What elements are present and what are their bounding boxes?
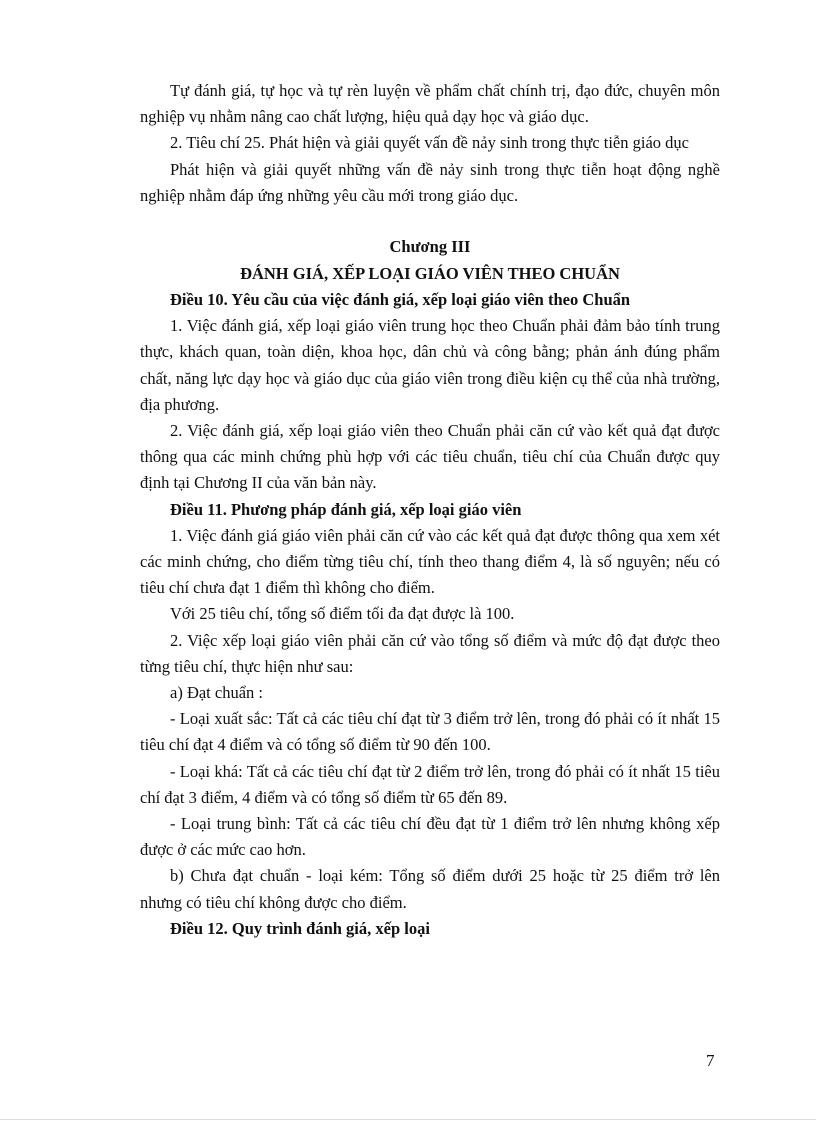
article-11-paragraph-7: - Loại trung bình: Tất cả các tiêu chí đều đạt từ 1 điểm trở lên nhưng không xếp được ở các mức cao hơn. xyxy=(140,814,720,860)
article-11-paragraph-2: Với 25 tiêu chí, tổng số điểm tối đa đạt được là 100. xyxy=(170,604,515,624)
chapter-title: ĐÁNH GIÁ, XẾP LOẠI GIÁO VIÊN THEO CHUẨN xyxy=(240,264,620,284)
paragraph-problem-solving: Phát hiện và giải quyết những vấn đề nảy sinh trong thực tiễn hoạt động nghề nghiệp nhằm đáp ứng những yêu cầu mới trong giáo dục. xyxy=(140,159,720,205)
paragraph-self-assessment: Tự đánh giá, tự học và tự rèn luyện về phẩm chất chính trị, đạo đức, chuyên môn nghiệp vụ nhằm nâng cao chất lượng, hiệu quả dạy học và giáo dục. xyxy=(140,81,720,127)
article-10-paragraph-2: 2. Việc đánh giá, xếp loại giáo viên theo Chuẩn phải căn cứ vào kết quả đạt được thông qua các minh chứng phù hợp với các tiêu chuẩn, tiêu chí của Chuẩn được quy định tại Chương II của văn bản này. xyxy=(140,421,720,493)
paragraph-criterion-25: 2. Tiêu chí 25. Phát hiện và giải quyết vấn đề nảy sinh trong thực tiễn giáo dục xyxy=(170,133,689,153)
article-10-heading: Điều 10. Yêu cầu của việc đánh giá, xếp loại giáo viên theo Chuẩn xyxy=(170,290,631,310)
article-11-paragraph-8: b) Chưa đạt chuẩn - loại kém: Tổng số điểm dưới 25 hoặc từ 25 điểm trở lên nhưng có tiêu chí không được cho điểm. xyxy=(140,866,720,912)
document-page xyxy=(140,78,720,942)
section-spacer xyxy=(140,209,720,233)
page-bottom-edge xyxy=(0,1119,816,1120)
article-12-heading: Điều 12. Quy trình đánh giá, xếp loại xyxy=(170,918,430,938)
article-11-paragraph-3: 2. Việc xếp loại giáo viên phải căn cứ vào tổng số điểm và mức độ đạt được theo từng tiêu chí, thực hiện như sau: xyxy=(140,630,720,676)
article-11-paragraph-6: - Loại khá: Tất cả các tiêu chí đạt từ 2 điểm trở lên, trong đó phải có ít nhất 15 tiêu chí đạt 3 điểm, 4 điểm và có tổng số điểm từ 65 đến 89. xyxy=(140,761,720,807)
article-11-heading: Điều 11. Phương pháp đánh giá, xếp loại giáo viên xyxy=(170,499,522,519)
article-11-paragraph-5: - Loại xuất sắc: Tất cả các tiêu chí đạt từ 3 điểm trở lên, trong đó phải có ít nhất 15 tiêu chí đạt 4 điểm và có tổng số điểm từ 90 đến 100. xyxy=(140,709,720,755)
page-number: 7 xyxy=(706,1051,715,1070)
article-11-paragraph-4: a) Đạt chuẩn : xyxy=(170,683,263,703)
chapter-number: Chương III xyxy=(389,237,471,257)
article-10-paragraph-1: 1. Việc đánh giá, xếp loại giáo viên trung học theo Chuẩn phải đảm bảo tính trung thực, khách quan, toàn diện, khoa học, dân chủ và công bằng; phản ánh đúng phẩm chất, năng lực dạy học và giáo dục của giáo viên trong điều kiện cụ thể của nhà trường, địa phương. xyxy=(140,316,720,414)
article-11-paragraph-1: 1. Việc đánh giá giáo viên phải căn cứ vào các kết quả đạt được thông qua xem xét các minh chứng, cho điểm từng tiêu chí, tính theo thang điểm 4, là số nguyên; nếu có tiêu chí chưa đạt 1 điểm thì không cho điểm. xyxy=(140,525,720,598)
